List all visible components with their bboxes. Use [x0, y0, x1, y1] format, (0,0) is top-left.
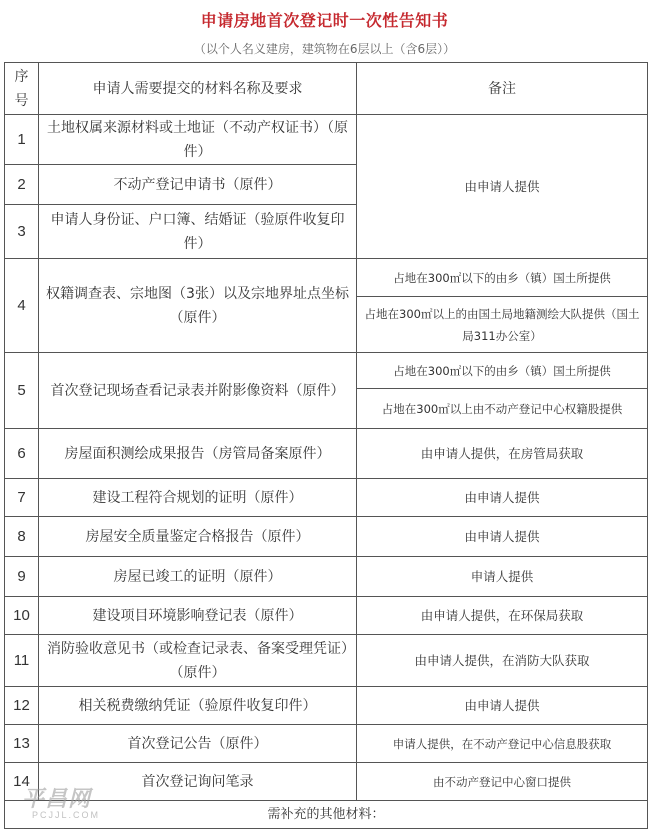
row-number: 7 — [5, 479, 39, 517]
header-index: 序号 — [5, 63, 39, 115]
table-row — [5, 725, 648, 763]
table-row — [5, 259, 648, 297]
row-note: 由不动产登记中心窗口提供 — [357, 763, 648, 801]
row-material: 建设项目环境影响登记表（原件） — [39, 597, 357, 635]
row-note: 占地在300㎡以上由不动产登记中心权籍股提供 — [357, 389, 648, 429]
row-material: 首次登记询问笔录 — [39, 763, 357, 801]
materials-table — [4, 62, 648, 829]
table-row — [5, 479, 648, 517]
row-number: 8 — [5, 517, 39, 557]
row-note: 由申请人提供，在环保局获取 — [357, 597, 648, 635]
table-row — [5, 429, 648, 479]
row-number: 12 — [5, 687, 39, 725]
row-note: 占地在300㎡以上的由国土局地籍测绘大队提供（国土局311办公室） — [357, 297, 648, 353]
table-row — [5, 353, 648, 389]
row-number: 13 — [5, 725, 39, 763]
row-number: 2 — [5, 165, 39, 205]
table-row — [5, 115, 648, 165]
row-material: 房屋面积测绘成果报告（房管局备案原件） — [39, 429, 357, 479]
row-number: 9 — [5, 557, 39, 597]
table-row — [5, 687, 648, 725]
table-header-row — [5, 63, 648, 115]
extra-materials: 需补充的其他材料： — [5, 801, 648, 829]
table-row — [5, 557, 648, 597]
document-title: 申请房地首次登记时一次性告知书 — [200, 11, 449, 30]
document-subtitle: （以个人名义建房，建筑物在6层以上（含6层）） — [193, 42, 456, 56]
row-note: 申请人提供，在不动产登记中心信息股获取 — [357, 725, 648, 763]
row-material: 首次登记现场查看记录表并附影像资料（原件） — [39, 353, 357, 429]
row-material: 建设工程符合规划的证明（原件） — [39, 479, 357, 517]
row-note: 占地在300㎡以下的由乡（镇）国土所提供 — [357, 353, 648, 389]
row-note: 由申请人提供 — [357, 687, 648, 725]
table-row — [5, 597, 648, 635]
row-note: 申请人提供 — [357, 557, 648, 597]
row-material: 首次登记公告（原件） — [39, 725, 357, 763]
row-number: 3 — [5, 205, 39, 259]
header-notes: 备注 — [357, 63, 648, 115]
row-number: 1 — [5, 115, 39, 165]
row-number: 14 — [5, 763, 39, 801]
row-material: 权籍调查表、宗地图（3张）以及宗地界址点坐标（原件） — [39, 259, 357, 353]
row-material: 相关税费缴纳凭证（验原件收复印件） — [39, 687, 357, 725]
header-materials: 申请人需要提交的材料名称及要求 — [39, 63, 357, 115]
row-material: 申请人身份证、户口簿、结婚证（验原件收复印件） — [39, 205, 357, 259]
row-note: 由申请人提供 — [357, 517, 648, 557]
row-number: 4 — [5, 259, 39, 353]
row-material: 房屋已竣工的证明（原件） — [39, 557, 357, 597]
table-row — [5, 801, 648, 829]
row-material: 不动产登记申请书（原件） — [39, 165, 357, 205]
row-material: 房屋安全质量鉴定合格报告（原件） — [39, 517, 357, 557]
row-note: 由申请人提供，在房管局获取 — [357, 429, 648, 479]
watermark-main: 平昌网 — [22, 786, 92, 811]
row-material: 消防验收意见书（或检查记录表、备案受理凭证）（原件） — [39, 635, 357, 687]
table-row — [5, 763, 648, 801]
watermark-sub: PCJJL.COM — [32, 810, 101, 820]
row-note: 由申请人提供，在消防大队获取 — [357, 635, 648, 687]
row-number: 11 — [5, 635, 39, 687]
row-number: 10 — [5, 597, 39, 635]
row-number: 6 — [5, 429, 39, 479]
row-note-merged: 由申请人提供 — [357, 115, 648, 259]
row-note: 占地在300㎡以下的由乡（镇）国土所提供 — [357, 259, 648, 297]
row-number: 5 — [5, 353, 39, 429]
table-row — [5, 635, 648, 687]
table-row — [5, 517, 648, 557]
row-material: 土地权属来源材料或土地证（不动产权证书）（原件） — [39, 115, 357, 165]
row-note: 由申请人提供 — [357, 479, 648, 517]
